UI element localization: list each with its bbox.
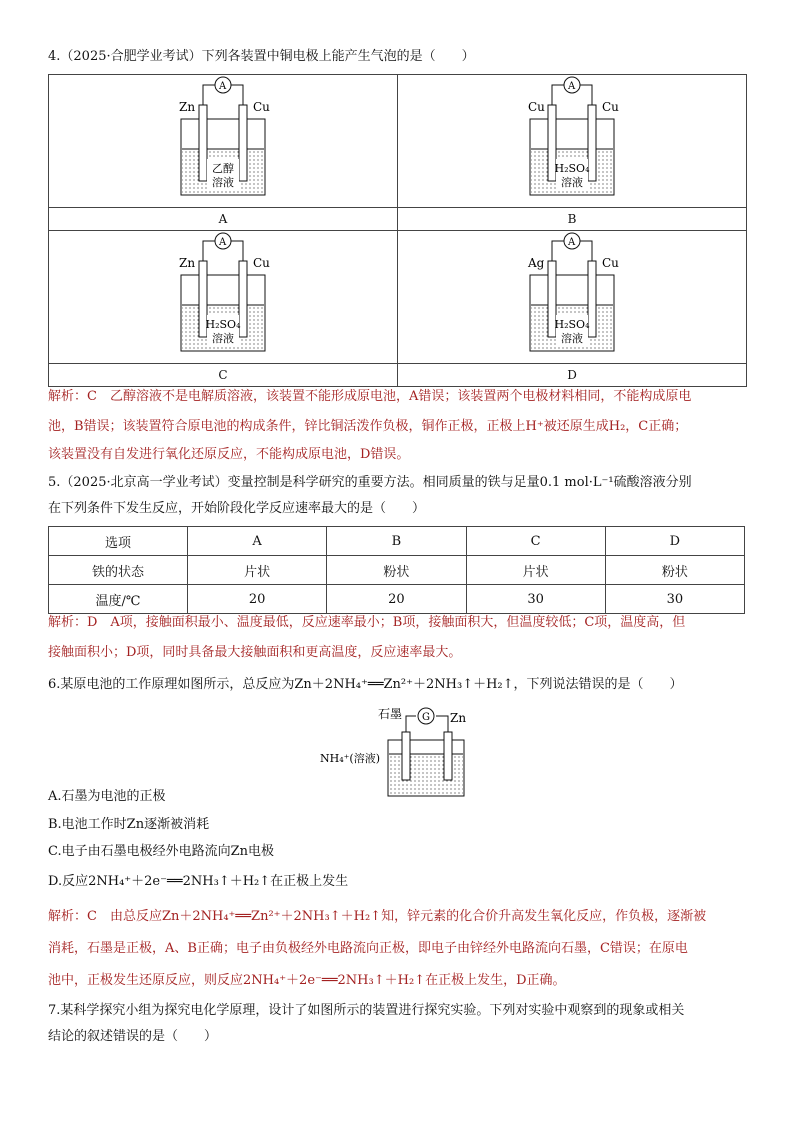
left-electrode-label: Ag bbox=[528, 256, 545, 270]
left-electrode-label: Cu bbox=[528, 100, 545, 114]
right-electrode-label: Cu bbox=[253, 256, 270, 270]
table-cell: C bbox=[466, 527, 605, 556]
ammeter-label: A bbox=[568, 81, 576, 92]
q6-option-c: C.电子由石墨电极经外电路流向Zn电极 bbox=[48, 844, 275, 859]
table-cell: 粉状 bbox=[327, 556, 466, 585]
table-cell: 20 bbox=[188, 585, 327, 614]
wire-right bbox=[580, 85, 592, 105]
apparatus-a bbox=[49, 75, 398, 208]
q6-option-a: A.石墨为电池的正极 bbox=[48, 789, 166, 804]
solution-word: 溶液 bbox=[212, 332, 234, 345]
solution-word: 溶液 bbox=[561, 176, 583, 189]
graphite-label: 石墨 bbox=[378, 707, 403, 721]
table-cell: B bbox=[327, 527, 466, 556]
q6-option-b: B.电池工作时Zn逐渐被消耗 bbox=[48, 817, 210, 832]
q6-option-d: D.反应2NH₄⁺＋2e⁻══2NH₃↑＋H₂↑在正极上发生 bbox=[48, 874, 349, 889]
q6-cell-figure bbox=[318, 700, 478, 812]
graphite-electrode bbox=[402, 732, 410, 780]
q6-stem: 6.某原电池的工作原理如图所示，总反应为Zn＋2NH₄⁺══Zn²⁺＋2NH₃↑＋H₂↑，下列说法错误的是（ ） bbox=[48, 677, 683, 692]
q5-analysis-line: 解析：D A项，接触面积最小、温度最低，反应速率最小；B项，接触面积大，但温度较低；C项，温度高，但 bbox=[48, 615, 686, 630]
galvanometer-label: G bbox=[422, 712, 430, 723]
wire-left bbox=[203, 241, 215, 261]
apparatus-d bbox=[398, 231, 747, 364]
table-row bbox=[49, 585, 745, 614]
label-a: A bbox=[49, 208, 398, 231]
wire-right bbox=[436, 716, 448, 734]
wire-right bbox=[231, 241, 243, 261]
solution-label: NH₄⁺(溶液) bbox=[320, 752, 381, 765]
wire-right bbox=[231, 85, 243, 105]
q4-apparatus-grid bbox=[48, 74, 747, 387]
wire-right bbox=[580, 241, 592, 261]
solution-word: 溶液 bbox=[212, 176, 234, 189]
right-electrode-label: Cu bbox=[602, 100, 619, 114]
q5-stem: 5.（2025·北京高一学业考试）变量控制是科学研究的重要方法。相同质量的铁与足量0.1 mol·L⁻¹硫酸溶液分别 bbox=[48, 475, 692, 490]
solution-name: H₂SO₄ bbox=[554, 318, 590, 331]
table-cell: 粉状 bbox=[605, 556, 744, 585]
q7-stem: 7.某科学探究小组为探究电化学原理，设计了如图所示的装置进行探究实验。下列对实验中观察到的现象或相关 bbox=[48, 1003, 685, 1018]
table-cell: 30 bbox=[605, 585, 744, 614]
q4-analysis-line: 该装置没有自发进行氧化还原反应，不能构成原电池，D错误。 bbox=[48, 447, 410, 462]
zinc-label: Zn bbox=[450, 711, 467, 725]
table-cell: 20 bbox=[327, 585, 466, 614]
q5-table bbox=[48, 526, 745, 614]
left-electrode bbox=[199, 105, 207, 181]
right-electrode bbox=[239, 105, 247, 181]
table-cell: D bbox=[605, 527, 744, 556]
table-cell: 片状 bbox=[466, 556, 605, 585]
q7-stem-cont: 结论的叙述错误的是（ ） bbox=[48, 1029, 218, 1044]
label-d: D bbox=[398, 364, 747, 387]
ammeter-label: A bbox=[219, 81, 227, 92]
table-cell: 铁的状态 bbox=[49, 556, 188, 585]
left-electrode-label: Zn bbox=[179, 100, 196, 114]
left-electrode-label: Zn bbox=[179, 256, 196, 270]
q6-analysis-line: 池中，正极发生还原反应，则反应2NH₄⁺＋2e⁻══2NH₃↑＋H₂↑在正极上发生，D正确。 bbox=[48, 973, 566, 988]
table-cell: 选项 bbox=[49, 527, 188, 556]
wire-left bbox=[406, 716, 416, 734]
solution-name: H₂SO₄ bbox=[554, 162, 590, 175]
wire-left bbox=[552, 85, 564, 105]
solution-word: 溶液 bbox=[561, 332, 583, 345]
right-electrode-label: Cu bbox=[253, 100, 270, 114]
right-electrode-label: Cu bbox=[602, 256, 619, 270]
apparatus-b bbox=[398, 75, 747, 208]
table-row bbox=[49, 527, 745, 556]
wire-left bbox=[203, 85, 215, 105]
q5-analysis-line: 接触面积小；D项，同时具备最大接触面积和更高温度，反应速率最大。 bbox=[48, 645, 462, 660]
q4-analysis-line: 解析：C 乙醇溶液不是电解质溶液，该装置不能形成原电池，A错误；该装置两个电极材料相同，不能构成原电 bbox=[48, 389, 692, 404]
table-cell: 温度/℃ bbox=[49, 585, 188, 614]
label-b: B bbox=[398, 208, 747, 231]
table-cell: A bbox=[188, 527, 327, 556]
q4-analysis-line: 池，B错误；该装置符合原电池的构成条件，锌比铜活泼作负极，铜作正极，正极上H⁺被还原生成H₂，C正确； bbox=[48, 419, 688, 434]
q4-stem: 4.（2025·合肥学业考试）下列各装置中铜电极上能产生气泡的是（ ） bbox=[48, 49, 475, 64]
ammeter-label: A bbox=[219, 237, 227, 248]
solution-name: H₂SO₄ bbox=[205, 318, 241, 331]
apparatus-c bbox=[49, 231, 398, 364]
q6-analysis-line: 解析：C 由总反应Zn＋2NH₄⁺══Zn²⁺＋2NH₃↑＋H₂↑知，锌元素的化合价升高发生氧化反应，作负极，逐渐被 bbox=[48, 909, 707, 924]
zinc-electrode bbox=[444, 732, 452, 780]
label-c: C bbox=[49, 364, 398, 387]
solution-name: 乙醇 bbox=[212, 162, 234, 175]
q6-analysis-line: 消耗，石墨是正极，A、B正确；电子由负极经外电路流向正极，即电子由锌经外电路流向石墨，C错误；在原电 bbox=[48, 941, 688, 956]
table-cell: 片状 bbox=[188, 556, 327, 585]
wire-left bbox=[552, 241, 564, 261]
table-cell: 30 bbox=[466, 585, 605, 614]
ammeter-label: A bbox=[568, 237, 576, 248]
q5-stem-cont: 在下列条件下发生反应，开始阶段化学反应速率最大的是（ ） bbox=[48, 501, 426, 516]
table-row bbox=[49, 556, 745, 585]
